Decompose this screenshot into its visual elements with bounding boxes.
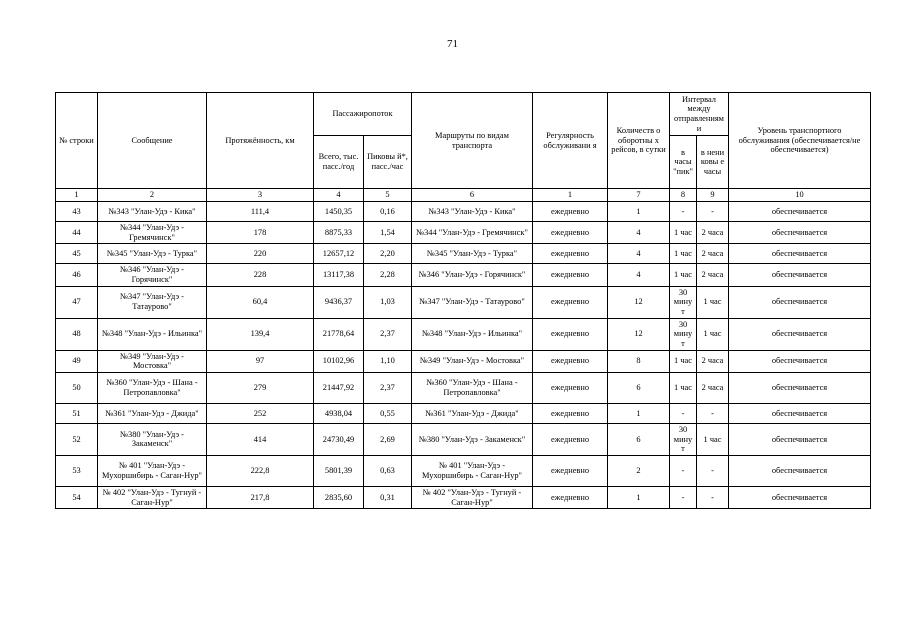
route-cell: №347 "Улан-Удэ - Татаурово" — [412, 286, 533, 318]
trip-count-cell: 12 — [608, 286, 670, 318]
header-passenger-flow: Пассажиропоток — [314, 93, 412, 136]
length-cell: 217,8 — [207, 486, 314, 508]
interval-peak-cell: - — [670, 403, 697, 423]
col-number: 6 — [412, 189, 533, 202]
interval-peak-cell: 1 час — [670, 372, 697, 403]
col-number: 3 — [207, 189, 314, 202]
message-cell: №344 "Улан-Удэ - Гремячинск" — [98, 222, 207, 244]
header-routes: Маршруты по видам транспорта — [412, 93, 533, 189]
table-row — [56, 318, 871, 350]
interval-nonpeak-cell: 2 часа — [697, 244, 729, 264]
length-cell: 252 — [207, 403, 314, 423]
interval-nonpeak-cell: 2 часа — [697, 222, 729, 244]
peak-flow-cell: 2,28 — [364, 264, 412, 286]
table-body — [56, 202, 871, 509]
interval-peak-cell: - — [670, 486, 697, 508]
regularity-cell: ежедневно — [533, 264, 608, 286]
message-cell: №360 "Улан-Удэ - Шана - Петропавловка" — [98, 372, 207, 403]
interval-nonpeak-cell: 2 часа — [697, 264, 729, 286]
interval-peak-cell: - — [670, 455, 697, 486]
trip-count-cell: 8 — [608, 350, 670, 372]
length-cell: 220 — [207, 244, 314, 264]
message-cell: № 401 "Улан-Удэ - Мухоршибирь - Саган-Нур" — [98, 455, 207, 486]
message-cell: №346 "Улан-Удэ - Горячинск" — [98, 264, 207, 286]
col-number: 7 — [608, 189, 670, 202]
route-cell: №361 "Улан-Удэ - Джида" — [412, 403, 533, 423]
row-number: 50 — [56, 372, 98, 403]
table-row — [56, 403, 871, 423]
regularity-cell: ежедневно — [533, 318, 608, 350]
service-level-cell: обеспечивается — [729, 403, 871, 423]
col-number: 9 — [697, 189, 729, 202]
table-row — [56, 423, 871, 455]
row-number: 47 — [56, 286, 98, 318]
header-num: № строки — [56, 93, 98, 189]
row-number: 43 — [56, 202, 98, 222]
trip-count-cell: 6 — [608, 423, 670, 455]
interval-peak-cell: 1 час — [670, 350, 697, 372]
trip-count-cell: 6 — [608, 372, 670, 403]
length-cell: 222,8 — [207, 455, 314, 486]
service-level-cell: обеспечивается — [729, 372, 871, 403]
interval-nonpeak-cell: 1 час — [697, 423, 729, 455]
header-trip-count: Количеств о оборотны х рейсов, в сутки — [608, 93, 670, 189]
col-number: 1 — [533, 189, 608, 202]
trip-count-cell: 4 — [608, 244, 670, 264]
header-length: Протяжённость, км — [207, 93, 314, 189]
interval-peak-cell: - — [670, 202, 697, 222]
route-cell: №360 "Улан-Удэ - Шана - Петропавловка" — [412, 372, 533, 403]
trip-count-cell: 1 — [608, 486, 670, 508]
message-cell: №347 "Улан-Удэ - Татаурово" — [98, 286, 207, 318]
peak-flow-cell: 0,16 — [364, 202, 412, 222]
interval-nonpeak-cell: - — [697, 455, 729, 486]
row-number: 52 — [56, 423, 98, 455]
trip-count-cell: 12 — [608, 318, 670, 350]
col-number: 1 — [56, 189, 98, 202]
service-level-cell: обеспечивается — [729, 202, 871, 222]
message-cell: № 402 "Улан-Удэ - Тугнуй - Саган-Нур" — [98, 486, 207, 508]
message-cell: №348 "Улан-Удэ - Ильинка" — [98, 318, 207, 350]
interval-peak-cell: 30 мину т — [670, 286, 697, 318]
total-flow-cell: 24730,49 — [314, 423, 364, 455]
total-flow-cell: 21447,92 — [314, 372, 364, 403]
header-service-level: Уровень транспортного обслуживания (обеспечивается/не обеспечивается) — [729, 93, 871, 189]
column-number-row — [56, 189, 871, 202]
interval-peak-cell: 30 мину т — [670, 423, 697, 455]
service-level-cell: обеспечивается — [729, 222, 871, 244]
regularity-cell: ежедневно — [533, 423, 608, 455]
table-row — [56, 486, 871, 508]
row-number: 54 — [56, 486, 98, 508]
trip-count-cell: 4 — [608, 222, 670, 244]
interval-nonpeak-cell: - — [697, 202, 729, 222]
peak-flow-cell: 2,37 — [364, 372, 412, 403]
total-flow-cell: 10102,96 — [314, 350, 364, 372]
total-flow-cell: 13117,38 — [314, 264, 364, 286]
table-row — [56, 372, 871, 403]
length-cell: 60,4 — [207, 286, 314, 318]
trip-count-cell: 4 — [608, 264, 670, 286]
header-interval-nonpeak: в нени ковы е часы — [697, 136, 729, 189]
trip-count-cell: 1 — [608, 202, 670, 222]
length-cell: 228 — [207, 264, 314, 286]
col-number: 2 — [98, 189, 207, 202]
interval-nonpeak-cell: 1 час — [697, 318, 729, 350]
length-cell: 97 — [207, 350, 314, 372]
total-flow-cell: 21778,64 — [314, 318, 364, 350]
route-cell: №345 "Улан-Удэ - Турка" — [412, 244, 533, 264]
interval-nonpeak-cell: 1 час — [697, 286, 729, 318]
service-level-cell: обеспечивается — [729, 486, 871, 508]
interval-nonpeak-cell: 2 часа — [697, 372, 729, 403]
interval-nonpeak-cell: 2 часа — [697, 350, 729, 372]
header-total: Всего, тыс. пасс./год — [314, 136, 364, 189]
regularity-cell: ежедневно — [533, 202, 608, 222]
length-cell: 139,4 — [207, 318, 314, 350]
message-cell: №343 "Улан-Удэ - Кика" — [98, 202, 207, 222]
regularity-cell: ежедневно — [533, 403, 608, 423]
regularity-cell: ежедневно — [533, 372, 608, 403]
routes-table — [55, 92, 871, 509]
message-cell: №361 "Улан-Удэ - Джида" — [98, 403, 207, 423]
route-cell: №344 "Улан-Удэ - Гремячинск" — [412, 222, 533, 244]
page-number: 71 — [447, 38, 458, 50]
row-number: 48 — [56, 318, 98, 350]
header-regularity: Регулярность обслуживани я — [533, 93, 608, 189]
regularity-cell: ежедневно — [533, 286, 608, 318]
interval-peak-cell: 1 час — [670, 244, 697, 264]
route-cell: №343 "Улан-Удэ - Кика" — [412, 202, 533, 222]
table-row — [56, 222, 871, 244]
row-number: 53 — [56, 455, 98, 486]
row-number: 51 — [56, 403, 98, 423]
route-cell: №349 "Улан-Удэ - Мостовка" — [412, 350, 533, 372]
peak-flow-cell: 2,37 — [364, 318, 412, 350]
table-row — [56, 264, 871, 286]
service-level-cell: обеспечивается — [729, 423, 871, 455]
regularity-cell: ежедневно — [533, 350, 608, 372]
length-cell: 178 — [207, 222, 314, 244]
table-row — [56, 455, 871, 486]
route-cell: № 402 "Улан-Удэ - Тугнуй - Саган-Нур" — [412, 486, 533, 508]
service-level-cell: обеспечивается — [729, 286, 871, 318]
message-cell: №349 "Улан-Удэ - Мостовка" — [98, 350, 207, 372]
row-number: 49 — [56, 350, 98, 372]
peak-flow-cell: 1,54 — [364, 222, 412, 244]
interval-nonpeak-cell: - — [697, 486, 729, 508]
col-number: 10 — [729, 189, 871, 202]
total-flow-cell: 1450,35 — [314, 202, 364, 222]
table-row — [56, 202, 871, 222]
trip-count-cell: 2 — [608, 455, 670, 486]
message-cell: №345 "Улан-Удэ - Турка" — [98, 244, 207, 264]
service-level-cell: обеспечивается — [729, 244, 871, 264]
table-row — [56, 286, 871, 318]
header-interval-peak: в часы "пик" — [670, 136, 697, 189]
row-number: 46 — [56, 264, 98, 286]
regularity-cell: ежедневно — [533, 455, 608, 486]
interval-peak-cell: 1 час — [670, 264, 697, 286]
route-cell: №346 "Улан-Удэ - Горячинск" — [412, 264, 533, 286]
regularity-cell: ежедневно — [533, 486, 608, 508]
peak-flow-cell: 0,63 — [364, 455, 412, 486]
interval-peak-cell: 1 час — [670, 222, 697, 244]
route-cell: №380 "Улан-Удэ - Закаменск" — [412, 423, 533, 455]
regularity-cell: ежедневно — [533, 222, 608, 244]
header-message: Сообщение — [98, 93, 207, 189]
length-cell: 279 — [207, 372, 314, 403]
service-level-cell: обеспечивается — [729, 318, 871, 350]
peak-flow-cell: 0,55 — [364, 403, 412, 423]
row-number: 45 — [56, 244, 98, 264]
total-flow-cell: 9436,37 — [314, 286, 364, 318]
col-number: 8 — [670, 189, 697, 202]
col-number: 4 — [314, 189, 364, 202]
col-number: 5 — [364, 189, 412, 202]
total-flow-cell: 2835,60 — [314, 486, 364, 508]
route-cell: № 401 "Улан-Удэ - Мухоршибирь - Саган-Нур" — [412, 455, 533, 486]
row-number: 44 — [56, 222, 98, 244]
message-cell: №380 "Улан-Удэ - Закаменск" — [98, 423, 207, 455]
length-cell: 111,4 — [207, 202, 314, 222]
service-level-cell: обеспечивается — [729, 264, 871, 286]
total-flow-cell: 12657,12 — [314, 244, 364, 264]
total-flow-cell: 5801,39 — [314, 455, 364, 486]
regularity-cell: ежедневно — [533, 244, 608, 264]
service-level-cell: обеспечивается — [729, 455, 871, 486]
header-peak: Пиковы й*, пасс./час — [364, 136, 412, 189]
interval-peak-cell: 30 мину т — [670, 318, 697, 350]
length-cell: 414 — [207, 423, 314, 455]
total-flow-cell: 4938,04 — [314, 403, 364, 423]
trip-count-cell: 1 — [608, 403, 670, 423]
total-flow-cell: 8875,33 — [314, 222, 364, 244]
table-row — [56, 350, 871, 372]
peak-flow-cell: 2,20 — [364, 244, 412, 264]
service-level-cell: обеспечивается — [729, 350, 871, 372]
header-interval: Интервал между отправлениям и — [670, 93, 729, 136]
table-row — [56, 244, 871, 264]
peak-flow-cell: 1,10 — [364, 350, 412, 372]
route-cell: №348 "Улан-Удэ - Ильинка" — [412, 318, 533, 350]
peak-flow-cell: 0,31 — [364, 486, 412, 508]
peak-flow-cell: 1,03 — [364, 286, 412, 318]
peak-flow-cell: 2,69 — [364, 423, 412, 455]
interval-nonpeak-cell: - — [697, 403, 729, 423]
